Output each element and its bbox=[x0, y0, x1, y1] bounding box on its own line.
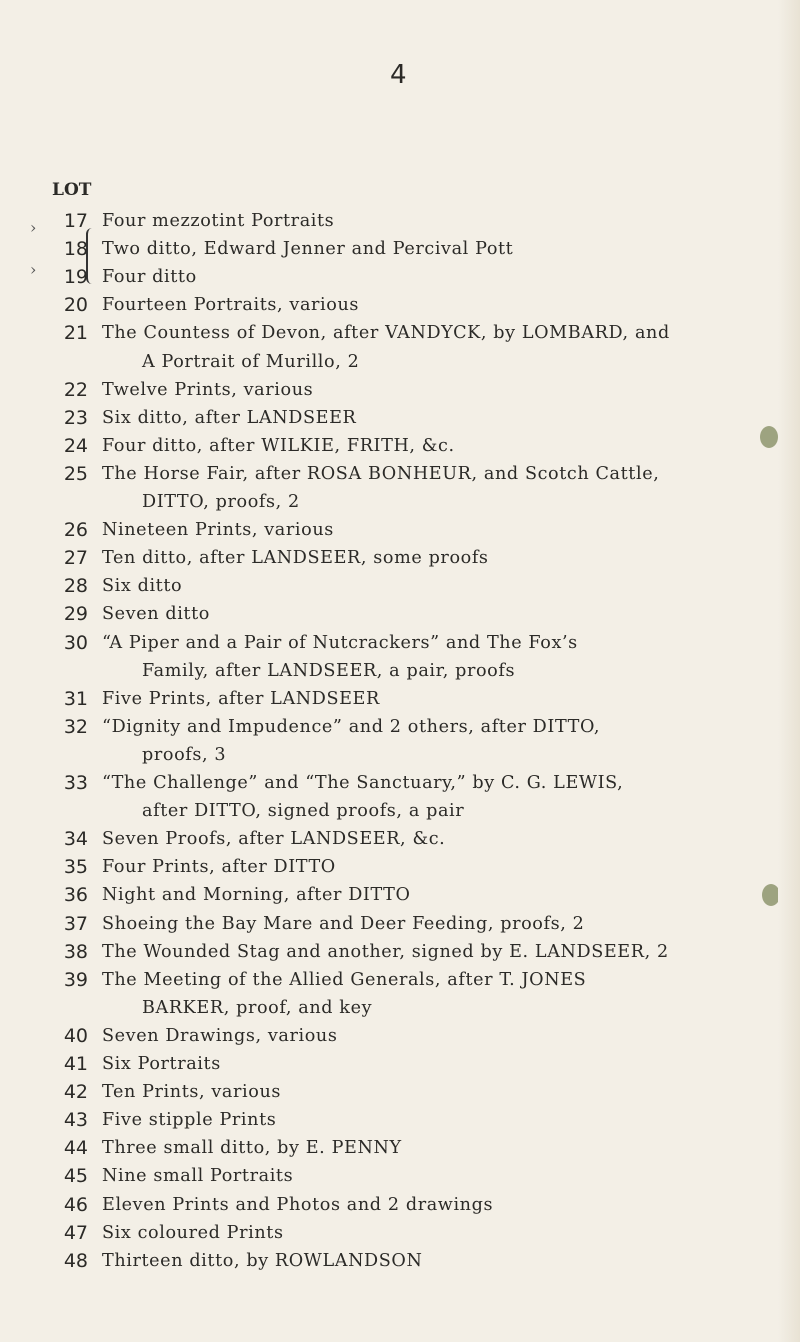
lot-description: Thirteen ditto, by ROWLANDSON bbox=[102, 1250, 423, 1271]
margin-tick-mark: › bbox=[30, 260, 37, 279]
lot-number: 35 bbox=[63, 856, 88, 879]
lot-description: Ten Prints, various bbox=[102, 1082, 282, 1103]
lot-description: Seven ditto bbox=[102, 604, 210, 625]
lot-column-header: LOT bbox=[52, 180, 92, 200]
lot-description: Twelve Prints, various bbox=[102, 379, 314, 400]
lot-number: 24 bbox=[63, 434, 88, 457]
lot-description: Six ditto bbox=[102, 576, 183, 597]
lot-number: 42 bbox=[63, 1081, 88, 1104]
lot-number: 37 bbox=[63, 912, 88, 935]
lot-description: Ten ditto, after LANDSEER, some proofs bbox=[102, 548, 489, 569]
lot-description: Five Prints, after LANDSEER bbox=[102, 688, 380, 709]
lot-description: Family, after LANDSEER, a pair, proofs bbox=[142, 660, 516, 681]
lot-description: The Horse Fair, after ROSA BONHEUR, and Scotch Cattle, bbox=[102, 463, 660, 484]
lot-description: The Meeting of the Allied Generals, after T. JONES bbox=[102, 969, 587, 990]
lot-number: 40 bbox=[63, 1024, 88, 1047]
lot-number: 34 bbox=[63, 828, 88, 851]
lot-description: Nineteen Prints, various bbox=[102, 520, 334, 541]
lot-description: The Countess of Devon, after VANDYCK, by LOMBARD, and bbox=[102, 323, 670, 344]
lot-description: Six coloured Prints bbox=[102, 1222, 284, 1243]
lot-description: “The Challenge” and “The Sanctuary,” by C. G. LEWIS, bbox=[102, 773, 624, 793]
lot-number: 31 bbox=[63, 687, 88, 710]
margin-tick-mark: › bbox=[30, 218, 37, 237]
lot-number: 27 bbox=[63, 547, 88, 570]
lot-number: 47 bbox=[63, 1221, 88, 1244]
lot-number: 38 bbox=[63, 940, 88, 963]
lot-number: 43 bbox=[63, 1109, 88, 1132]
lot-description: Four mezzotint Portraits bbox=[102, 211, 335, 231]
lot-description: Six Portraits bbox=[102, 1054, 221, 1074]
lot-number: 32 bbox=[63, 715, 88, 738]
lot-number: 46 bbox=[63, 1193, 88, 1216]
lot-number: 25 bbox=[63, 462, 88, 485]
lot-description: Five stipple Prints bbox=[102, 1110, 277, 1131]
lot-number: 41 bbox=[63, 1053, 88, 1075]
page-edge bbox=[778, 0, 800, 1342]
lot-number: 39 bbox=[63, 968, 88, 991]
lot-description: Four Prints, after DITTO bbox=[102, 857, 336, 878]
lot-description: Four ditto bbox=[102, 267, 197, 288]
lot-description: Eleven Prints and Photos and 2 drawings bbox=[102, 1194, 494, 1215]
lot-description: A Portrait of Murillo, 2 bbox=[142, 351, 360, 372]
lot-description: Seven Drawings, various bbox=[102, 1025, 338, 1046]
lot-description: The Wounded Stag and another, signed by E. LANDSEER, 2 bbox=[102, 941, 669, 962]
lot-description: Nine small Portraits bbox=[102, 1166, 294, 1187]
lot-description: Fourteen Portraits, various bbox=[102, 295, 360, 316]
lot-number: 19 bbox=[63, 266, 88, 289]
lot-number: 29 bbox=[63, 603, 88, 626]
lot-description: Night and Morning, after DITTO bbox=[102, 885, 411, 906]
lot-description: Two ditto, Edward Jenner and Percival Pott bbox=[102, 239, 514, 260]
lot-description: Four ditto, after WILKIE, FRITH, &c. bbox=[102, 435, 455, 456]
lot-description: “A Piper and a Pair of Nutcrackers” and The Fox’s bbox=[102, 632, 578, 653]
lot-number: 44 bbox=[63, 1137, 88, 1160]
lot-number: 21 bbox=[63, 322, 88, 345]
lot-description: BARKER, proof, and key bbox=[142, 997, 373, 1018]
lot-description: proofs, 3 bbox=[142, 744, 227, 765]
lot-description: Shoeing the Bay Mare and Deer Feeding, proofs, 2 bbox=[102, 913, 585, 934]
lot-description: Seven Proofs, after LANDSEER, &c. bbox=[102, 829, 446, 850]
lot-number: 28 bbox=[63, 575, 88, 598]
lot-number: 17 bbox=[63, 210, 88, 232]
lot-number: 36 bbox=[63, 884, 88, 907]
lot-number: 30 bbox=[63, 631, 88, 654]
lot-number: 45 bbox=[63, 1165, 88, 1188]
lot-description: Six ditto, after LANDSEER bbox=[102, 407, 357, 428]
lot-number: 33 bbox=[63, 772, 88, 794]
page-number: 4 bbox=[390, 60, 407, 90]
lot-number: 26 bbox=[63, 519, 88, 542]
lot-description: “Dignity and Impudence” and 2 others, after DITTO, bbox=[102, 716, 601, 737]
lot-number: 48 bbox=[63, 1249, 88, 1272]
lot-number: 18 bbox=[63, 238, 88, 261]
lot-description: DITTO, proofs, 2 bbox=[142, 492, 300, 512]
lot-description: Three small ditto, by E. PENNY bbox=[102, 1138, 402, 1159]
lot-description: after DITTO, signed proofs, a pair bbox=[142, 801, 465, 822]
lot-number: 23 bbox=[63, 406, 88, 429]
lot-number: 20 bbox=[63, 294, 88, 317]
lot-number: 22 bbox=[63, 378, 88, 401]
